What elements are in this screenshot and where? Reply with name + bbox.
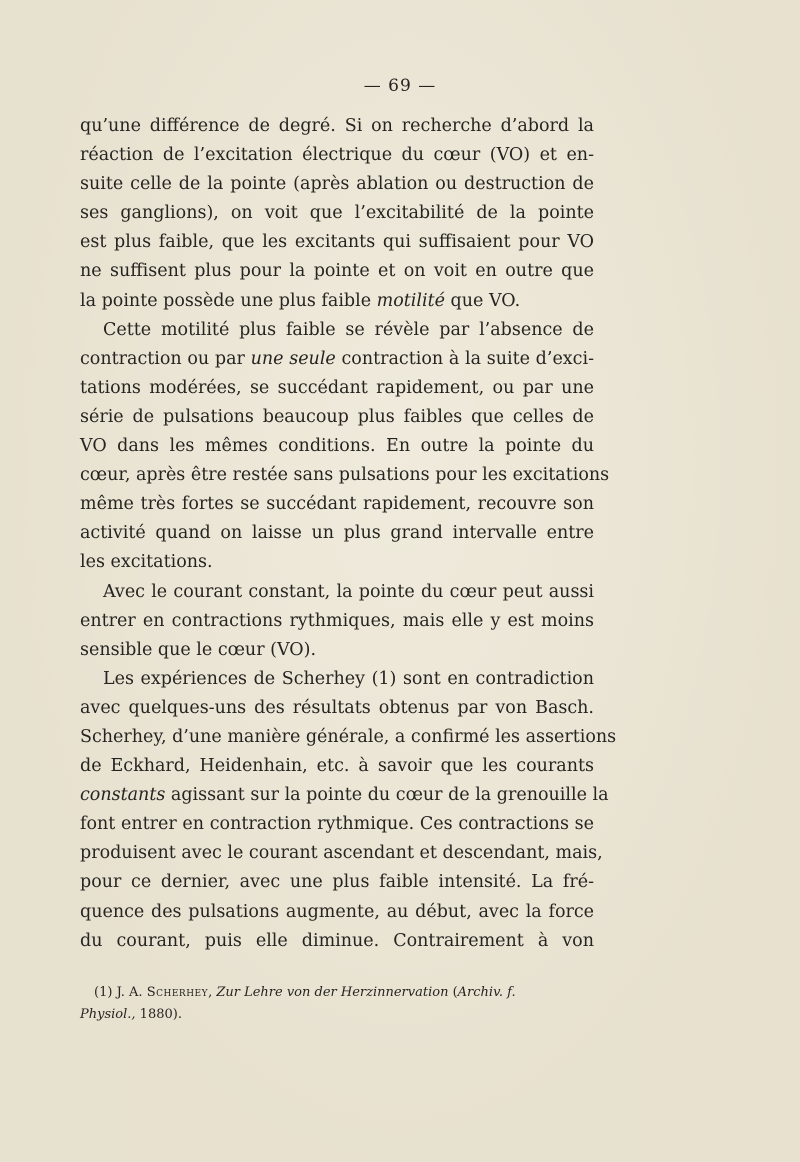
text-line: activité quand on laisse un plus grand intervalle entre [80, 523, 594, 544]
body-text [80, 112, 617, 956]
text-line: ses ganglions), on voit que l’excitabilité de la pointe [80, 203, 594, 224]
text-line: entrer en contractions rythmiques, mais elle y est moins [80, 610, 594, 631]
text-line: cœur, après être restée sans pulsations pour les excitations [80, 465, 610, 486]
footnote-line: (1) J. A. Scherhey, Zur Lehre von der Herzinnervation (Archiv. f. [80, 982, 620, 1004]
text-line: contraction ou par une seule contraction à la suite d’exci- [80, 348, 594, 369]
italic-term: motilité [376, 290, 445, 311]
footnote-journal: Archiv. f. [457, 985, 516, 1000]
footnote-title: Zur Lehre von der Herzinnervation [216, 985, 449, 1000]
text-line: constants agissant sur la pointe du cœur de la grenouille la [80, 785, 609, 806]
text-line: même très fortes se succédant rapidement, recouvre son [80, 494, 594, 515]
text-line: quence des pulsations augmente, au début, avec la force [80, 901, 594, 922]
text-line: du courant, puis elle diminue. Contrairement à von [80, 930, 594, 951]
footnote-line: Physiol., 1880). [80, 1007, 182, 1022]
text-line: suite celle de la pointe (après ablation ou destruction de [80, 174, 594, 195]
text-line: qu’une différence de degré. Si on recherche d’abord la [80, 116, 594, 136]
text-line: de Eckhard, Heidenhain, etc. à savoir que les courants [80, 756, 594, 777]
text-line: produisent avec le courant ascendant et descendant, mais, [80, 843, 603, 864]
italic-term: constants [80, 785, 166, 806]
text-line: VO dans les mêmes conditions. En outre la pointe du [80, 436, 594, 457]
text-line: ne suffisent plus pour la pointe et on voit en outre que [80, 261, 594, 282]
text-line: Les expériences de Scherhey (1) sont en contradiction [103, 668, 594, 689]
footnote [80, 982, 620, 1026]
text-line: les excitations. [80, 552, 213, 573]
text-line: tations modérées, se succédant rapidement, ou par une [80, 377, 594, 398]
text-line: réaction de l’excitation électrique du cœur (VO) et en- [80, 145, 594, 166]
text-line: avec quelques-uns des résultats obtenus par von Basch. [80, 697, 594, 718]
text-line: Avec le courant constant, la pointe du cœur peut aussi [103, 581, 594, 602]
italic-term: une seule [250, 348, 336, 369]
text-line: Cette motilité plus faible se révèle par l’absence de [103, 319, 594, 340]
text-line: sensible que le cœur (VO). [80, 639, 317, 660]
page-number: — 69 — [363, 76, 437, 96]
text-line: pour ce dernier, avec une plus faible intensité. La fré- [80, 872, 594, 893]
footnote-author: Scherhey [146, 985, 209, 1000]
text-line: font entrer en contraction rythmique. Ces contractions se [80, 814, 594, 835]
footnote-number: (1) [94, 985, 113, 1000]
text-line: est plus faible, que les excitants qui suffisaient pour VO [80, 232, 594, 253]
text-line: Scherhey, d’une manière générale, a confirmé les assertions [80, 726, 617, 747]
text-line: la pointe possède une plus faible motilité que VO. [80, 290, 521, 311]
text-line: série de pulsations beaucoup plus faibles que celles de [80, 406, 594, 427]
